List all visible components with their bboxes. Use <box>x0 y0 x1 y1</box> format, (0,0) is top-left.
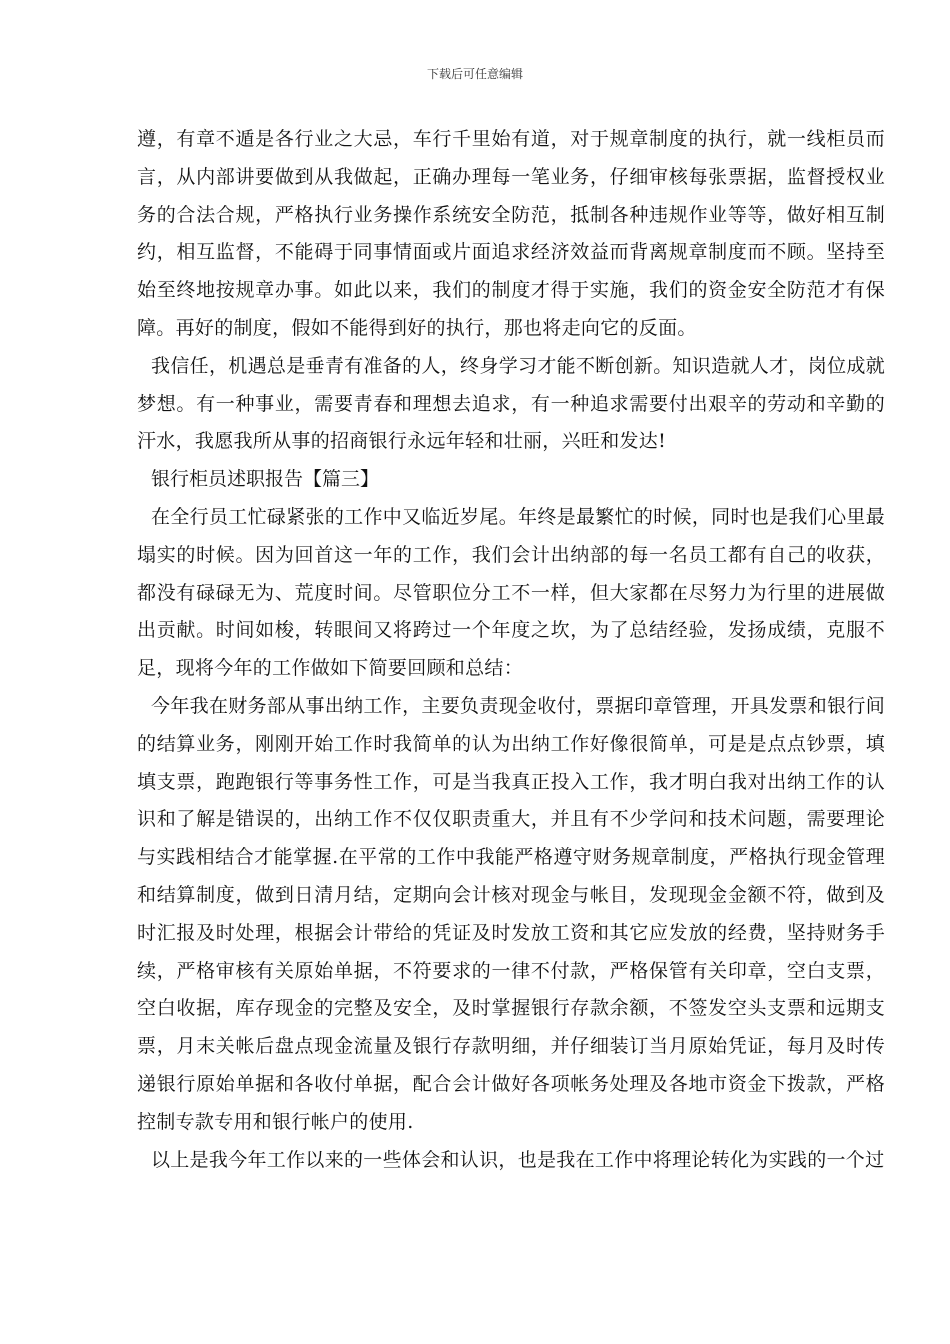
document-body <box>137 121 885 1179</box>
page-header: 下载后可任意编辑 <box>426 67 523 81</box>
section-heading: 银行柜员述职报告【篇三】 <box>151 468 380 491</box>
paragraph-cashier-work: 今年我在财务部从事出纳工作，主要负责现金收付，票据印章管理，开具发票和银行间的结算业务，刚刚开始工作时我简单的认为出纳工作好像很简单，可是是点点钞票，填填支票，跑跑银行等事务性工作，可是当我真正投入工作，我才明白我对出纳工作的认识和了解是错误的，出纳工作不仅仅职责重大，并且有不少学问和技术问题，需要理论与实践相结合才能掌握.在平常的工作中我能严格遵守财务规章制度，严格执行现金管理和结算制度，做到日清月结，定期向会计核对现金与帐目，发现现金金额不符，做到及时汇报及时处理，根据会计带给的凭证及时发放工资和其它应发放的经费，坚持财务手续，严格审核有关原始单据，不符要求的一律不付款，严格保管有关印章，空白支票，空白收据，库存现金的完整及安全，及时掌握银行存款余额，不签发空头支票和远期支票，月末关帐后盘点现金流量及银行存款明细，并仔细装订当月原始凭证，每月及时传递银行原始单据和各收付单据，配合会计做好各项帐务处理及各地市资金下拨款，严格控制专款专用和银行帐户的使用. <box>137 694 885 1133</box>
paragraph-belief: 我信任，机遇总是垂青有准备的人，终身学习才能不断创新。知识造就人才，岗位成就梦想。有一种事业，需要青春和理想去追求，有一种追求需要付出艰辛的劳动和辛勤的汗水，我愿我所从事的招商银行永远年轻和壮丽，兴旺和发达! <box>137 354 885 453</box>
paragraph-year-end: 在全行员工忙碌紧张的工作中又临近岁尾。年终是最繁忙的时候，同时也是我们心里最塌实的时候。因为回首这一年的工作，我们会计出纳部的每一名员工都有自己的收获，都没有碌碌无为、荒度时间。尽管职位分工不一样，但大家都在尽努力为行里的进展做出贡献。时间如梭，转眼间又将跨过一个年度之坎，为了总结经验，发扬成绩，克服不足，现将今年的工作做如下简要回顾和总结： <box>137 505 885 680</box>
paragraph-regulations: 遵，有章不遁是各行业之大忌，车行千里始有道，对于规章制度的执行，就一线柜员而言，从内部讲要做到从我做起，正确办理每一笔业务，仔细审核每张票据，监督授权业务的合法合规，严格执行业务操作系统安全防范，抵制各种违规作业等等，做好相互制约，相互监督，不能碍于同事情面或片面追求经济效益而背离规章制度而不顾。坚持至始至终地按规章办事。如此以来，我们的制度才得于实施，我们的资金安全防范才有保障。再好的制度，假如不能得到好的执行，那也将走向它的反面。 <box>137 128 885 339</box>
paragraph-summary: 以上是我今年工作以来的一些体会和认识，也是我在工作中将理论转化为实践的一个过 <box>151 1148 885 1171</box>
